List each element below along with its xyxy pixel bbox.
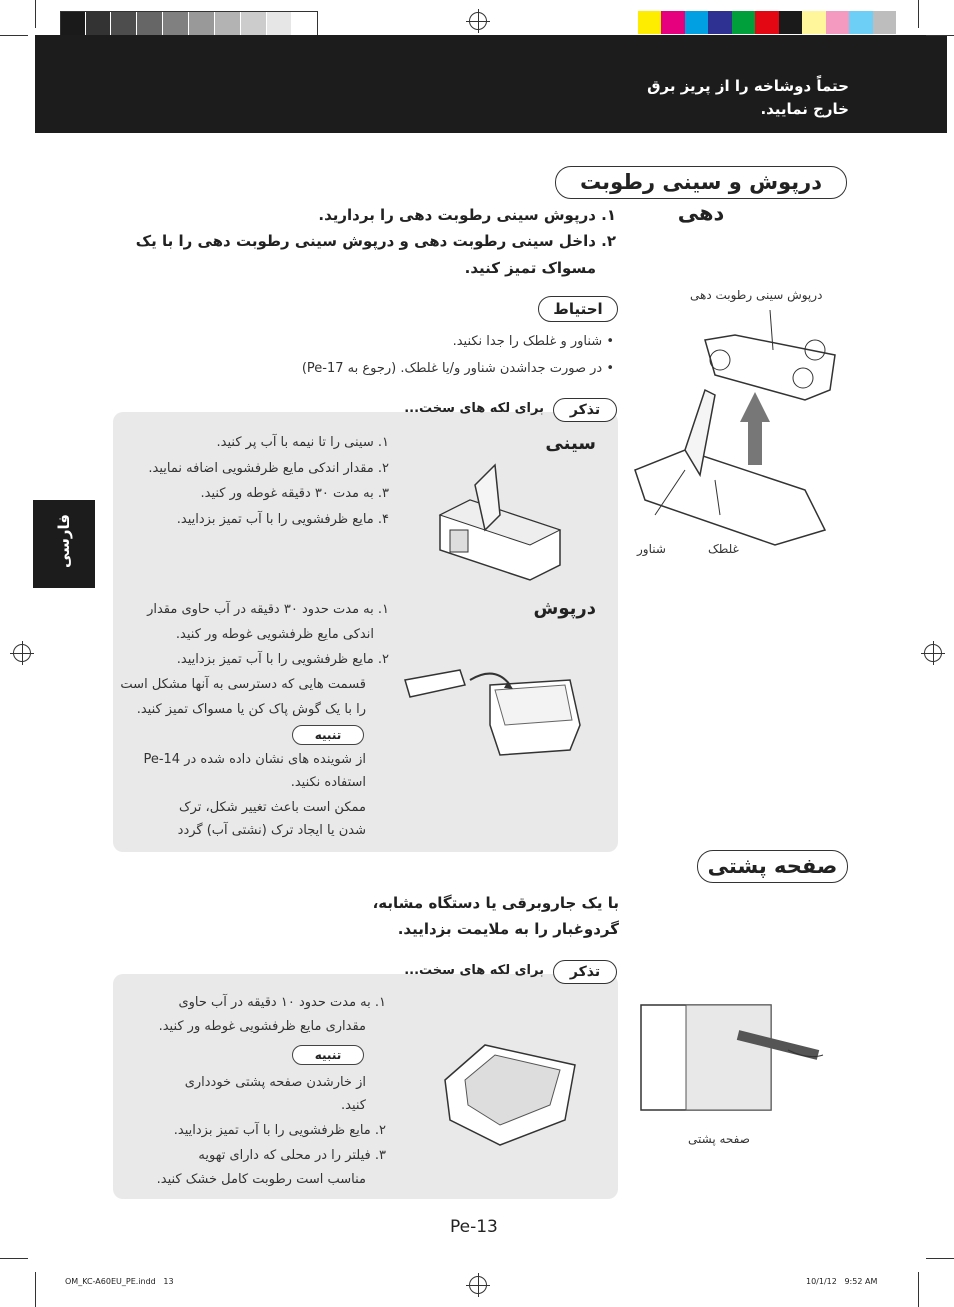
crop-mark [35,1272,36,1307]
section-title-back-panel: صفحه پشتی [697,850,848,883]
crop-mark [918,0,919,28]
section-title-tray: درپوش و سینی رطوبت دهی [555,166,847,199]
step-2-text: ۲. داخل سینی رطوبت دهی و درپوش سینی رطوبت دهی را با یک [135,232,616,250]
humidifying-tray-diagram [625,300,840,560]
light-grey-swatch [873,11,896,34]
filter-soak-illustration [440,1040,580,1150]
label-float: شناور [637,542,666,556]
tray-item-3: ۳. به مدت ۳۰ دقیقه غوطه ور کنید. [200,486,389,501]
tray-item-4: ۴. مایع ظرفشویی را با آب تمیز بزدایید. [176,512,389,527]
back-panel-item-6: ۳. فیلتر را در محلی که دارای تهویه [198,1148,386,1163]
back-panel-item-3: از خارشدن صفحه پشتی خودداری [184,1075,366,1090]
crop-mark [926,35,954,36]
registration-mark-icon [13,644,31,662]
crop-mark [0,35,28,36]
grey-swatch [292,12,316,35]
cover-item-5: را با یک گوش پاک کن یا مسواک تمیز کنید. [136,702,366,717]
cover-item-2: اندکی مایع ظرفشویی غوطه ور کنید. [175,627,374,642]
back-panel-step-2: گردوغبار را به ملایمت بزدایید. [397,920,619,938]
back-panel-item-2: مقداری مایع ظرفشویی غوطه ور کنید. [158,1019,366,1034]
pink-swatch [826,11,849,34]
cover-subtitle: درپوش [533,598,596,619]
remember-text-2: برای لکه های سخت... [404,963,544,978]
caution-line-1: • شناور و غلطک را جدا نکنید. [452,334,614,349]
magenta-swatch [661,11,685,34]
caution-label: احتیاط [538,296,618,322]
tray-item-2: ۲. مقدار اندکی مایع ظرفشویی اضافه نمایید. [148,461,389,476]
notice-label: تنبیه [292,725,364,745]
process-color-bar [638,11,896,34]
grey-swatch [86,12,110,35]
tray-item-1: ۱. سینی را تا نیمه با آب پر کنید. [216,435,389,450]
crop-mark [35,0,36,28]
red-swatch [755,11,779,34]
remember-label-2: تذکر [553,960,617,984]
grey-swatch [189,12,214,35]
cover-item-1: ۱. به مدت حدود ۳۰ دقیقه در آب حاوی مقدار [147,602,389,617]
label-back-panel: صفحه پشتی [688,1132,750,1146]
footer-date: 10/1/12 9:52 AM [806,1277,878,1286]
cover-item-3: ۲. مایع ظرفشویی را با آب تمیز بزدایید. [176,652,389,667]
grey-swatch [267,12,291,35]
crop-mark [0,1258,28,1259]
tray-subtitle: سینی [545,433,596,454]
header-line-2: خارج نمایید. [760,100,849,118]
yellow-swatch [638,11,661,34]
footer-file: OM_KC-A60EU_PE.indd 13 [65,1277,174,1286]
label-roller: غلطک [708,542,739,556]
notice-label-2: تنبیه [292,1045,364,1065]
cover-soak-illustration [400,665,590,765]
back-panel-item-4: کنید. [341,1098,366,1113]
green-swatch [732,11,755,34]
grey-swatch [111,12,136,35]
registration-mark-icon [469,1276,487,1294]
notice-line-1: از شوینده های نشان داده شده در Pe-14 [143,752,366,767]
black-swatch [779,11,802,34]
language-side-tab [33,500,95,588]
caution-line-2: • در صورت جداشدن شناور و/یا غلطک. (رجوع به Pe-17) [301,361,614,376]
remember-text: برای لکه های سخت... [404,401,544,416]
back-panel-item-5: ۲. مایع ظرفشویی را با آب تمیز بزدایید. [173,1123,386,1138]
side-tab-label: فارسی [55,513,73,569]
vacuum-back-panel-illustration [638,1000,838,1120]
step-2-text-cont: مسواک تمیز کنید. [464,259,596,277]
grey-color-bar [60,11,318,36]
grey-swatch [61,12,85,35]
remember-label: تذکر [553,398,617,422]
light-yellow-swatch [802,11,826,34]
grey-swatch [215,12,240,35]
registration-mark-icon [469,12,487,30]
light-cyan-swatch [849,11,873,34]
registration-mark-icon [924,644,942,662]
page-number: Pe-13 [450,1217,498,1237]
grey-swatch [163,12,188,35]
step-1-text: ۱. درپوش سینی رطوبت دهی را بردارید. [318,206,616,224]
warning-header [35,35,947,133]
label-tray-cover: درپوش سینی رطوبت دهی [690,288,823,302]
blue-swatch [708,11,732,34]
tray-illustration [430,455,570,585]
grey-swatch [241,12,266,35]
grey-swatch [137,12,162,35]
notice-line-2: استفاده نکنید. [290,775,366,790]
cyan-swatch [685,11,708,34]
notice-line-4: شدن یا ایجاد ترک (نشتی آب) گردد [177,823,366,838]
notice-line-3: ممکن است باعث تغییر شکل، ترک [178,800,366,815]
crop-mark [926,1258,954,1259]
header-line-1: حتماً دوشاخه را از پریز برق [647,77,849,95]
back-panel-item-7: مناسب است رطوبت کامل خشک کنید. [156,1172,366,1187]
crop-mark [918,1272,919,1307]
back-panel-step-1: با یک جاروبرقی یا دستگاه مشابه، [372,894,619,912]
cover-item-4: قسمت هایی که دسترسی به آنها مشکل است [120,677,366,692]
back-panel-item-1: ۱. به مدت حدود ۱۰ دقیقه در آب حاوی [178,995,386,1010]
